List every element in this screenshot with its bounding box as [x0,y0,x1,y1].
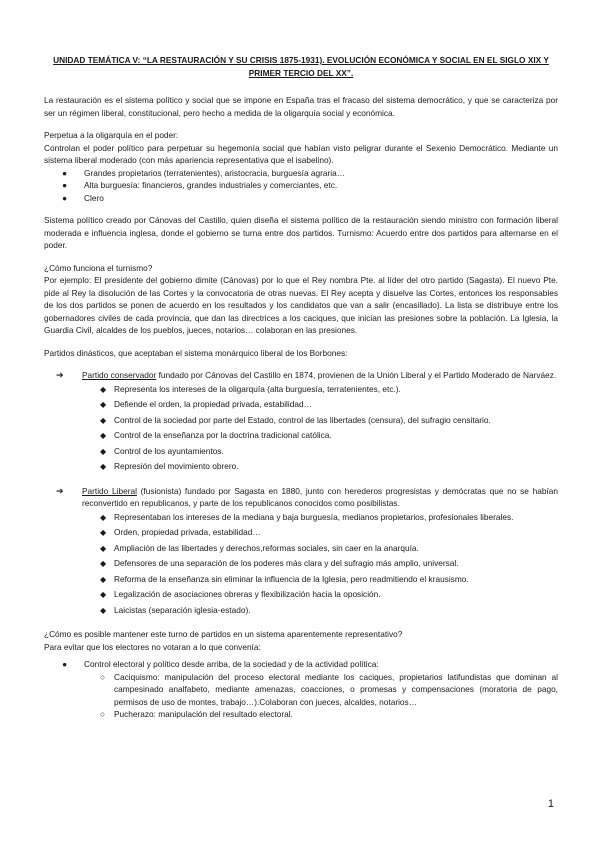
list-item: ◆ Representa los intereses de la oligarquía (alta burguesía, terratenientes, etc.). [100,382,558,398]
page-number: 1 [547,798,554,810]
list-item: ◆ Orden, propiedad privada, estabilidad… [100,525,558,541]
sistema-paragraph: Sistema político creado por Cánovas del Castillo, quien diseña el sistema político de la restauración siendo ministro con formación liberal moderada e influencia inglesa, donde el gobierno se turna entre dos partidos. Turnismo: Acuerdo entre dos partidos para alternarse en el poder. [44,215,558,250]
diamond-bullet-icon: ◆ [100,384,107,394]
partidos-intro: Partidos dinásticos, que aceptaban el sistema monárquico liberal de los Borbones: [44,347,348,358]
oligarquia-heading: Perpetua a la oligarquía en el poder: [44,130,179,140]
bullet-icon: ● [62,167,68,178]
list-item: ● Grandes propietarios (terratenientes), aristocracia, burguesía agraria… [62,167,346,178]
control-list [44,658,558,671]
arrow-right-icon: ➔ [56,370,64,380]
list-item: ◆ Reforma de la enseñanza sin eliminar la influencia de la Iglesia, pero readmitiendo el krausismo. [100,572,558,588]
turnismo-heading: ¿Cómo funciona el turnismo? [44,262,153,273]
oligarquia-list [44,167,558,205]
diamond-bullet-icon: ◆ [100,528,107,537]
oligarquia-paragraph: Controlan el poder político para perpetuar su hegemonía social que habían visto peligrar durante el Sexenio Democrático. Mediante un sistema liberal moderado (con más apariencia representativa que el isabelino). [44,142,558,165]
unit-title: UNIDAD TEMÁTICA V: “LA RESTAURACIÓN Y SU CRISIS 1875-1931). EVOLUCIÓN ECONÓMICA Y SOCIAL EN EL SIGLO XIX Y PRIMER TERCIO DEL XX”. [53,55,549,78]
list-item: ◆ Legalización de asociaciones obreras y flexibilización hacia la oposición. [100,587,558,603]
list-item: ● Clero [62,192,104,203]
list-item: ◆ Representaban los intereses de la mediana y baja burguesía, medianos propietarios, profesionales liberales. [100,510,558,526]
liberal-name: Partido Liberal [82,485,137,496]
bullet-icon: ● [62,659,68,669]
diamond-bullet-icon: ◆ [100,590,107,599]
diamond-bullet-icon: ◆ [100,559,107,568]
conservador-entry [48,369,558,382]
list-item: ○ Caciquismo: manipulación del proceso electoral mediante los caciques, propietarios latifundistas que dominan al campesinado analfabeto, mediante amenazas, coacciones, o promesas y compensaciones (moratoria de pago, permisos de uso de montes, trabajo…).Colaboran con jueces, alcaldes, notarios… [100,671,558,707]
list-item: ◆ Control de los ayuntamientos. [100,444,558,460]
diamond-bullet-icon: ◆ [100,415,107,425]
question-line: ¿Cómo es posible mantener este turno de partidos en un sistema aparentemente representativo? [44,629,403,639]
conservador-name: Partido conservador [82,370,157,380]
turnismo-paragraph: Por ejemplo: El presidente del gobierno dimite (Cánovas) por lo que el Rey nombra Pte. al líder del otro partido (Sagasta). El nuevo Pte. pide al Rey la disolución de las Cortes y la convocatoria de otras nuevas. El Rey acepta y disuelve las Cortes, entonces los responsables de los dos partidos se ponen de acuerdo en los resultados y los candidatos que van a salir (encasillado). La lista se distribuye entre los gobernadores civiles de cada provincia, que dan las directrices a los caciques, que inician las presiones sobre la población. La Iglesia, la Guardia Civil, alcaldes de los pueblos, jueces, notarios… colaboran en las presiones. [44,275,558,335]
diamond-bullet-icon: ◆ [100,446,107,456]
bullet-icon: ● [62,180,68,190]
diamond-bullet-icon: ◆ [100,574,107,584]
list-item: ◆ Represión del movimiento obrero. [100,459,558,475]
conservador-desc: fundado por Cánovas del Castillo en 1874, provienen de la Unión Liberal y el Partido Moderado de Narváez. [156,370,557,380]
liberal-entry [48,485,558,510]
bullet-icon: ● [62,192,68,203]
circle-bullet-icon: ○ [100,709,106,719]
diamond-bullet-icon: ◆ [100,400,107,409]
list-item: ◆ Defiende el orden, la propiedad privada, estabilidad… [100,397,558,413]
arrow-right-icon: ➔ [56,485,64,496]
diamond-bullet-icon: ◆ [100,462,107,471]
list-item: ◆ Defensores de una separación de los poderes más clara y del sufragio más amplio, universal. [100,556,558,572]
list-item: ● Control electoral y político desde arriba, de la sociedad y de la actividad política: [62,659,379,669]
diamond-bullet-icon: ◆ [100,605,107,615]
list-item: ◆ Ampliación de las libertades y derechos,reformas sociales, sin caer en la anarquía. [100,541,558,557]
question-followup: Para evitar que los electores no votaran a lo que convenía: [44,641,261,652]
liberal-list [44,510,558,619]
intro-paragraph: La restauración es el sistema político y social que se impone en España tras el fracaso del sistema democrático, y que se caracteriza por ser un régimen liberal, constitucional, pero hecho a medida de la oligarquía social y económica. [44,95,558,118]
diamond-bullet-icon: ◆ [100,543,107,553]
liberal-desc: (fusionista) fundado por Sagasta en 1880, junto con herederos progresistas y demócratas que no se habían reconvertido en republicanos, y parte de los republicanos conocidos como posibilistas. [82,485,558,508]
list-item: ◆ Laicistas (separación iglesia-estado). [100,603,558,619]
document-body [44,54,558,721]
list-item: ◆ Control de la enseñanza por la doctrina tradicional católica. [100,428,558,444]
list-item: ● Alta burguesía: financieros, grandes industriales y comerciantes, etc. [62,180,338,190]
control-sublist [44,671,558,721]
diamond-bullet-icon: ◆ [100,512,107,522]
circle-bullet-icon: ○ [100,671,106,682]
diamond-bullet-icon: ◆ [100,431,107,440]
conservador-list [44,382,558,475]
list-item: ○ Pucherazo: manipulación del resultado electoral. [100,709,293,719]
list-item: ◆ Control de la sociedad por parte del Estado, control de las libertades (censura), del sufragio censitario. [100,413,558,429]
